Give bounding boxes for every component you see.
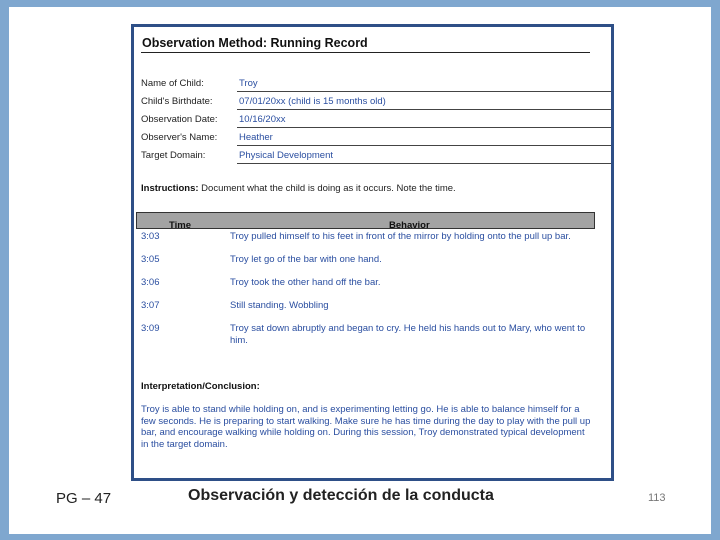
row-time: 3:09 [141, 323, 160, 334]
row-behavior: Troy took the other hand off the bar. [230, 277, 381, 288]
field-label: Observation Date: [141, 114, 218, 125]
field-underline [237, 145, 611, 146]
interpretation-heading: Interpretation/Conclusion: [141, 381, 260, 392]
row-behavior: Troy pulled himself to his feet in front of the mirror by holding onto the pull up bar. [230, 231, 571, 242]
field-underline [237, 127, 611, 128]
column-header-behavior: Behavior [389, 220, 430, 231]
column-header-time: Time [169, 220, 192, 231]
field-underline [237, 163, 611, 164]
title-divider [141, 52, 590, 53]
row-behavior: Still standing. Wobbling [230, 300, 329, 311]
field-underline [237, 91, 611, 92]
field-child-name [141, 78, 607, 92]
field-value: 10/16/20xx [239, 114, 286, 125]
row-behavior: Troy let go of the bar with one hand. [230, 254, 382, 265]
field-target-domain [141, 150, 607, 164]
field-value: Physical Development [239, 150, 333, 161]
field-value: 07/01/20xx (child is 15 months old) [239, 96, 386, 107]
row-time: 3:05 [141, 254, 160, 265]
instructions-label: Instructions: [141, 183, 199, 194]
row-behavior: Troy sat down abruptly and began to cry. He held his hands out to Mary, who went to him. [230, 323, 586, 346]
field-value: Heather [239, 132, 273, 143]
field-label: Observer's Name: [141, 132, 218, 143]
instructions [141, 183, 456, 194]
field-child-birthdate [141, 96, 607, 110]
field-observer-name [141, 132, 607, 146]
observation-document [131, 24, 614, 481]
row-time: 3:07 [141, 300, 160, 311]
footer-title: Observación y detección de la conducta [188, 487, 494, 504]
field-value: Troy [239, 78, 258, 89]
field-label: Name of Child: [141, 78, 204, 89]
field-label: Child's Birthdate: [141, 96, 213, 107]
document-title: Observation Method: Running Record [142, 36, 368, 50]
instructions-text: Document what the child is doing as it occurs. Note the time. [201, 183, 456, 194]
table-header [136, 212, 595, 229]
field-label: Target Domain: [141, 150, 206, 161]
page-number: 113 [648, 492, 666, 504]
footer-code: PG – 47 [56, 490, 112, 507]
field-underline [237, 109, 611, 110]
field-observation-date [141, 114, 607, 128]
interpretation-text: Troy is able to stand while holding on, and is experimenting letting go. He is able to balance himself for a few seconds. He is preparing to start walking. Make sure he has time during the day to play with the pull up bar, and encourage walking while holding on. During this session, Troy demonstrated typical development in the target domain. [141, 404, 591, 450]
row-time: 3:03 [141, 231, 160, 242]
row-time: 3:06 [141, 277, 160, 288]
